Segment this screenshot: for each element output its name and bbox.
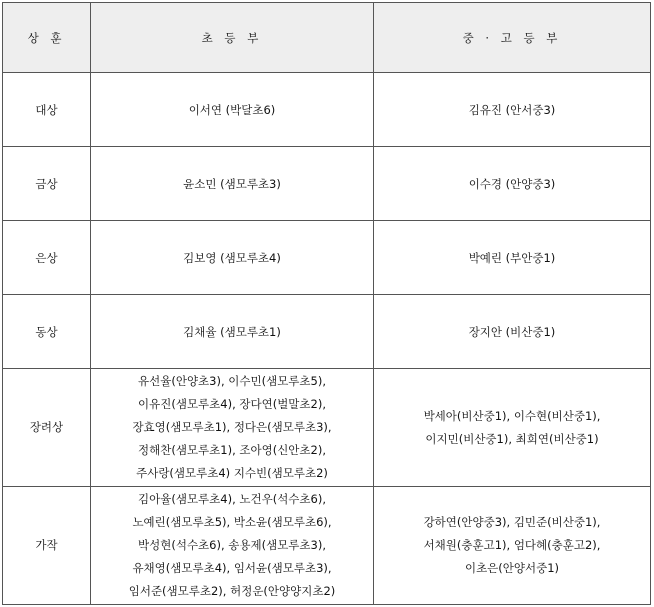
- award-cell: 가작: [3, 487, 91, 605]
- winner-line: 박예린 (부안중1): [468, 250, 556, 265]
- elementary-cell: [91, 295, 374, 369]
- award-cell: 은상: [3, 221, 91, 295]
- elementary-cell: [91, 221, 374, 295]
- winner-line: 김보영 (샘모루초4): [183, 250, 281, 265]
- winner-line: 주사랑(샘모루초4) 지수빈(샘모루초2): [136, 466, 328, 480]
- winner-line: 박세아(비산중1), 이수현(비산중1),: [423, 408, 601, 423]
- header-secondary: 중 · 고 등 부: [374, 3, 651, 73]
- winner-line: 김채율 (샘모루초1): [183, 324, 281, 339]
- table-row: [3, 73, 651, 147]
- winner-line: 이서연 (박달초6): [188, 102, 276, 117]
- secondary-cell: [374, 221, 651, 295]
- header-elementary: 초 등 부: [91, 3, 374, 73]
- winner-line: 강하연(안양중3), 김민준(비산중1),: [423, 515, 601, 529]
- winner-line: 임서준(샘모루초2), 허정운(안양양지초2): [128, 584, 336, 598]
- winner-line: 서채원(충훈고1), 엄다혜(충훈고2),: [423, 538, 601, 552]
- winner-line: 이지민(비산중1), 최희연(비산중1): [425, 431, 599, 446]
- secondary-cell: [374, 295, 651, 369]
- secondary-cell: [374, 487, 651, 605]
- secondary-cell: [374, 147, 651, 221]
- award-cell: 대상: [3, 73, 91, 147]
- table-row: [3, 369, 651, 487]
- winner-line: 이수경 (안양중3): [468, 176, 556, 191]
- table-row: [3, 221, 651, 295]
- winner-line: 김아율(샘모루초4), 노건우(석수초6),: [138, 492, 326, 506]
- elementary-cell: [91, 73, 374, 147]
- elementary-cell: [91, 147, 374, 221]
- winner-line: 박성현(석수초6), 송용제(샘모루초3),: [138, 538, 326, 552]
- awards-table-container: [2, 2, 650, 605]
- table-row: [3, 295, 651, 369]
- winner-line: 이초은(안양서중1): [464, 561, 560, 575]
- winner-line: 장지안 (비산중1): [468, 324, 556, 339]
- elementary-cell: [91, 487, 374, 605]
- winner-line: 김유진 (안서중3): [468, 102, 556, 117]
- table-row: [3, 147, 651, 221]
- secondary-cell: [374, 369, 651, 487]
- header-row: [3, 3, 651, 73]
- winner-line: 노예린(샘모루초5), 박소윤(샘모루초6),: [132, 515, 332, 529]
- table-row: [3, 487, 651, 605]
- winner-line: 이유진(샘모루초4), 장다연(벌말초2),: [138, 397, 326, 411]
- winner-line: 유선율(안양초3), 이수민(샘모루초5),: [138, 374, 326, 388]
- elementary-cell: [91, 369, 374, 487]
- winner-line: 정해찬(샘모루초1), 조아영(신안초2),: [138, 443, 326, 457]
- award-cell: 장려상: [3, 369, 91, 487]
- winner-line: 윤소민 (샘모루초3): [183, 176, 281, 191]
- winner-line: 장효영(샘모루초1), 정다은(샘모루초3),: [132, 420, 332, 434]
- winner-line: 유채영(샘모루초4), 임서윤(샘모루초3),: [132, 561, 332, 575]
- award-cell: 금상: [3, 147, 91, 221]
- awards-table: [2, 2, 651, 605]
- secondary-cell: [374, 73, 651, 147]
- header-award: 상 훈: [3, 3, 91, 73]
- award-cell: 동상: [3, 295, 91, 369]
